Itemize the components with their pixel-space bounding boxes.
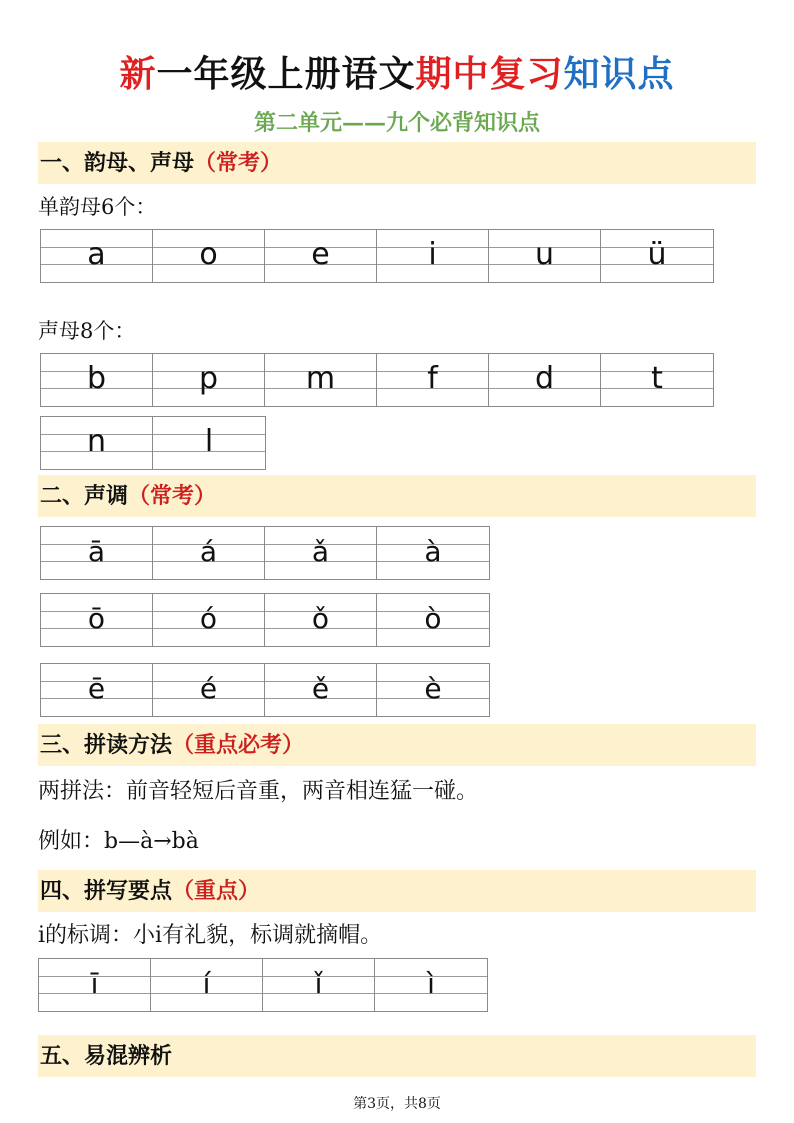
- section-title: 二、声调: [40, 483, 129, 509]
- grid-cell: [489, 230, 601, 282]
- grid-cell: [265, 594, 377, 646]
- letter: f: [427, 361, 438, 396]
- letter: u: [534, 237, 554, 272]
- letter: m: [305, 361, 336, 396]
- section-tag: （重点）: [172, 878, 261, 904]
- grid-cell: [153, 527, 265, 579]
- grid-cell: [41, 664, 153, 716]
- finals-grid: [40, 229, 714, 283]
- section-heading-4: [38, 870, 756, 912]
- letter: t: [651, 361, 663, 396]
- grid-cell: [39, 959, 151, 1011]
- letter: i: [428, 237, 437, 272]
- grid-cell: [377, 230, 489, 282]
- grid-cell: [265, 664, 377, 716]
- grid-cell: [265, 527, 377, 579]
- section-heading-3: [38, 724, 756, 766]
- letter: í: [202, 967, 211, 1000]
- grid-cell: [41, 527, 153, 579]
- letter: ì: [427, 967, 435, 1000]
- grid-cell: [377, 354, 489, 406]
- spelling-method: 两拼法：前音轻短后音重，两音相连猛一碰。: [38, 779, 479, 804]
- grid-cell: [41, 230, 153, 282]
- initials-grid-row-2: [40, 416, 266, 470]
- grid-cell: [601, 354, 713, 406]
- tone-grid-o: [40, 593, 490, 647]
- letter: a: [87, 237, 106, 272]
- initials-label: 声母8个：: [38, 319, 136, 343]
- section-heading-5: [38, 1035, 756, 1077]
- letter: ō: [87, 602, 106, 635]
- section-tag: （重点必考）: [172, 732, 305, 758]
- grid-cell: [41, 354, 153, 406]
- i-tone-rule: i的标调：小i有礼貌，标调就摘帽。: [38, 923, 383, 948]
- page-subtitle: 第二单元——九个必背知识点: [253, 110, 540, 136]
- section-tag: （常考）: [128, 483, 217, 509]
- grid-cell: [377, 664, 489, 716]
- grid-cell: [489, 354, 601, 406]
- letter: é: [199, 672, 218, 705]
- finals-label: 单韵母6个：: [38, 195, 157, 219]
- section-tag: （常考）: [194, 150, 283, 176]
- grid-cell: [153, 230, 265, 282]
- section-heading-1: [38, 142, 756, 184]
- section-title: 五、易混辨析: [40, 1043, 173, 1069]
- letter: l: [204, 424, 214, 459]
- title-part-1: 新: [119, 53, 157, 95]
- grid-cell: [377, 527, 489, 579]
- letter: ǎ: [311, 535, 330, 568]
- grid-cell: [41, 594, 153, 646]
- initials-grid-row-1: [40, 353, 714, 407]
- grid-cell: [375, 959, 487, 1011]
- i-tone-grid: [38, 958, 488, 1012]
- tone-grid-a: [40, 526, 490, 580]
- page-title: [0, 46, 794, 97]
- letter: ě: [311, 672, 330, 705]
- letter: ī: [90, 967, 99, 1000]
- section-heading-2: [38, 475, 756, 517]
- grid-cell: [377, 594, 489, 646]
- letter: è: [424, 672, 442, 705]
- letter: ǒ: [311, 602, 330, 635]
- letter: e: [311, 237, 330, 272]
- letter: b: [86, 361, 107, 396]
- letter: d: [534, 361, 555, 396]
- page-number: 第3页，共8页: [353, 1096, 441, 1112]
- grid-cell: [153, 417, 265, 469]
- title-part-4: 知识点: [563, 53, 675, 95]
- letter: p: [198, 361, 219, 396]
- grid-cell: [153, 594, 265, 646]
- grid-cell: [263, 959, 375, 1011]
- grid-cell: [153, 664, 265, 716]
- grid-cell: [41, 417, 153, 469]
- letter: ā: [87, 535, 106, 568]
- letter: ǐ: [314, 967, 323, 1000]
- title-part-2: 一年级上册语文: [156, 53, 416, 95]
- grid-cell: [153, 354, 265, 406]
- tone-grid-e: [40, 663, 490, 717]
- spelling-example: 例如：b—à→bà: [38, 829, 199, 854]
- title-part-3: 期中复习: [415, 53, 564, 95]
- letter: ò: [424, 602, 442, 635]
- letter: á: [199, 535, 218, 568]
- section-title: 一、韵母、声母: [40, 150, 195, 176]
- letter: à: [424, 535, 442, 568]
- letter: ē: [87, 672, 106, 705]
- section-title: 四、拼写要点: [40, 878, 173, 904]
- grid-cell: [265, 354, 377, 406]
- section-title: 三、拼读方法: [40, 732, 173, 758]
- letter: n: [86, 424, 106, 459]
- letter: o: [199, 237, 218, 272]
- grid-cell: [601, 230, 713, 282]
- letter: ü: [647, 237, 667, 272]
- grid-cell: [151, 959, 263, 1011]
- grid-cell: [265, 230, 377, 282]
- letter: ó: [199, 602, 218, 635]
